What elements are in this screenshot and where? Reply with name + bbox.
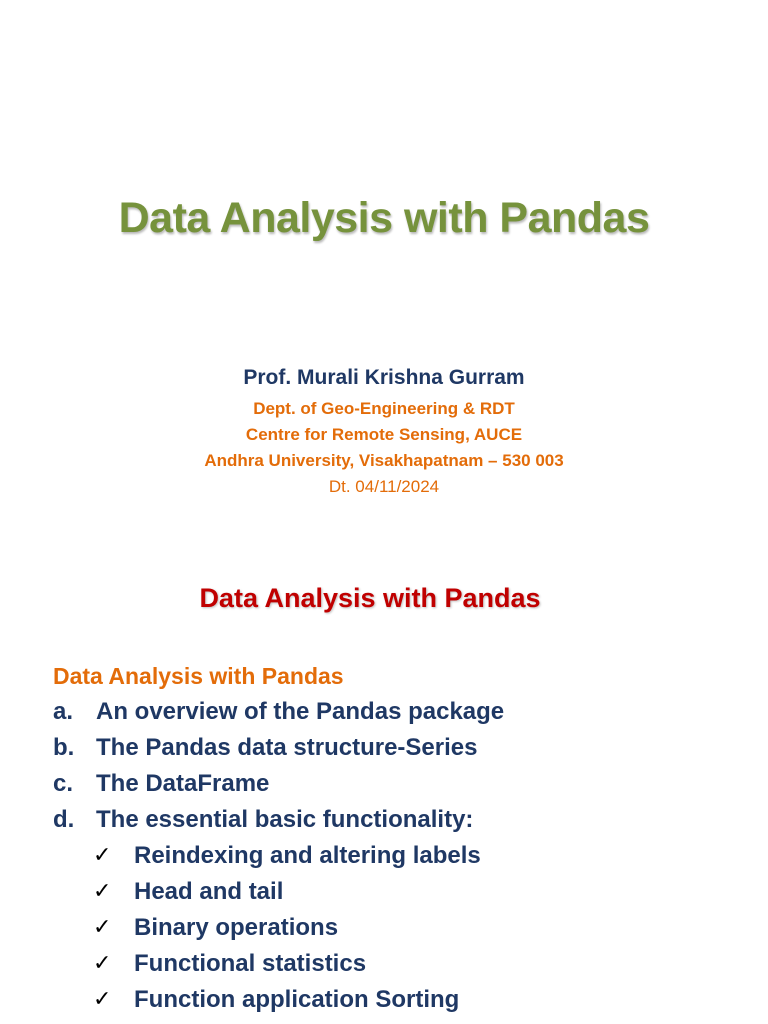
checklist-item xyxy=(53,910,753,946)
date-line: Dt. 04/11/2024 xyxy=(328,477,440,496)
outline-item xyxy=(53,694,753,730)
checkmark-icon: ✓ xyxy=(93,843,112,868)
slide-title: Data Analysis with Pandas xyxy=(118,194,650,242)
checklist-item xyxy=(53,982,753,1018)
author-name: Prof. Murali Krishna Gurram xyxy=(243,366,525,389)
checklist-item-text: Head and tail xyxy=(134,878,284,905)
checkmark-icon: ✓ xyxy=(93,987,112,1012)
outline-item-marker: c. xyxy=(53,770,74,797)
checklist-item xyxy=(53,874,753,910)
checkmark-icon: ✓ xyxy=(93,915,112,940)
outline-heading: Data Analysis with Pandas xyxy=(53,663,344,689)
outline-item-text: An overview of the Pandas package xyxy=(96,698,505,725)
checkmark-icon: ✓ xyxy=(93,951,112,976)
checklist-item-text: Reindexing and altering labels xyxy=(134,842,481,869)
outline-item-marker: b. xyxy=(53,734,75,761)
checklist-item xyxy=(53,946,753,982)
outline-item xyxy=(53,802,753,838)
checklist-item-text: Functional statistics xyxy=(134,950,367,977)
outline-item xyxy=(53,730,753,766)
checklist-item-text: Function application Sorting xyxy=(134,986,460,1013)
outline-item-text: The essential basic functionality: xyxy=(96,806,474,833)
section-heading: Data Analysis with Pandas xyxy=(199,583,541,613)
author-block xyxy=(0,366,768,500)
checklist-item-text: Binary operations xyxy=(134,914,339,941)
outline-item-text: The Pandas data structure-Series xyxy=(96,734,478,761)
affiliation-dept: Dept. of Geo-Engineering & RDT xyxy=(253,399,515,418)
outline-list xyxy=(53,658,753,1018)
outline-item xyxy=(53,766,753,802)
affiliation-centre: Centre for Remote Sensing, AUCE xyxy=(245,425,523,444)
affiliation-university: Andhra University, Visakhapatnam – 530 003 xyxy=(204,451,564,470)
outline-item-marker: a. xyxy=(53,698,74,725)
checklist-item xyxy=(53,838,753,874)
checkmark-icon: ✓ xyxy=(93,879,112,904)
outline-item-text: The DataFrame xyxy=(96,770,270,797)
outline-item-marker: d. xyxy=(53,806,75,833)
